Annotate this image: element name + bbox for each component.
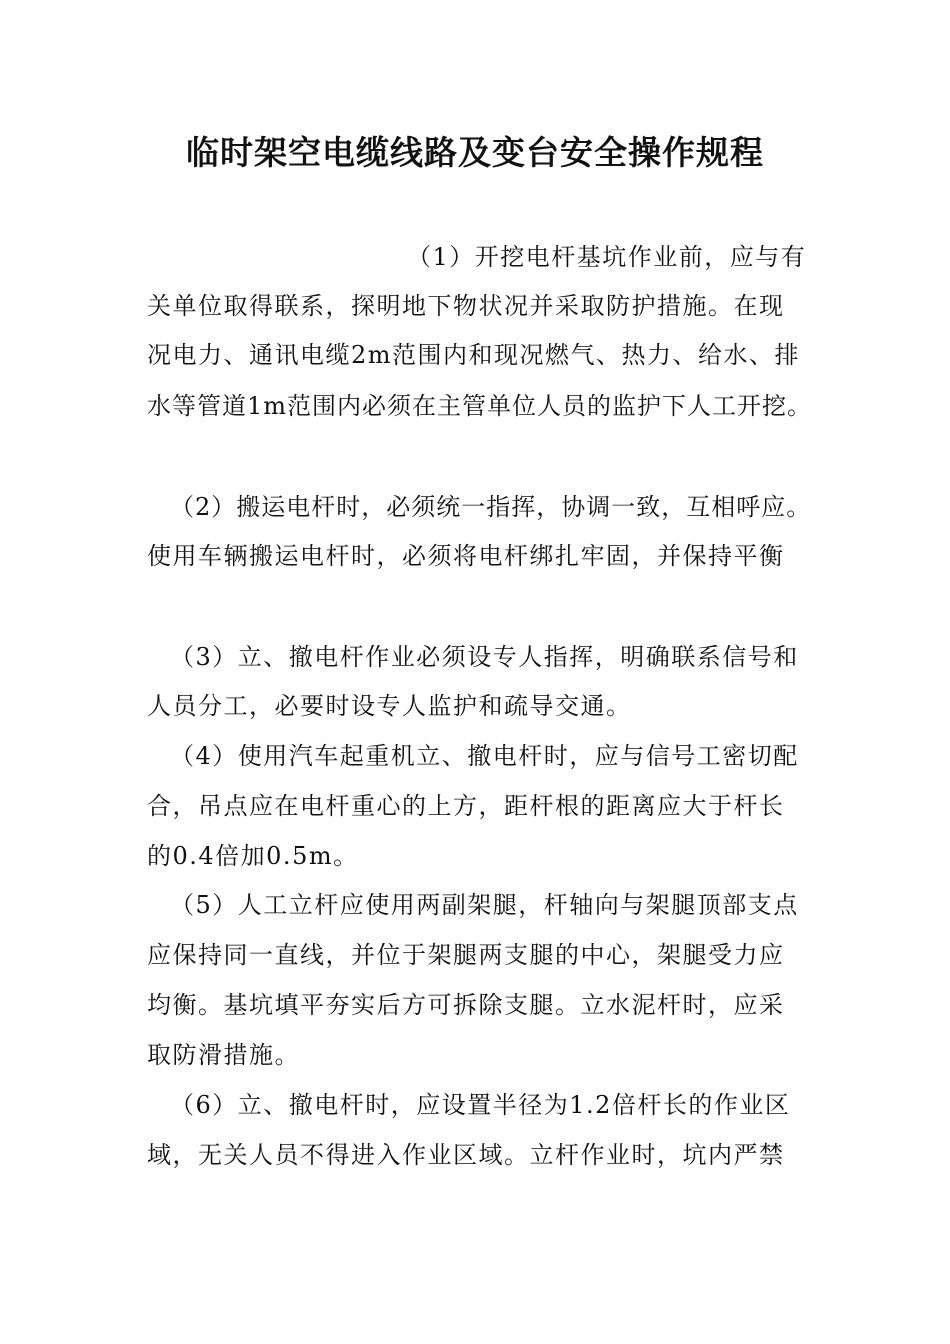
paragraph-5-line-4: 取防滑措施。 [147, 1041, 300, 1069]
paragraph-1-line-4: 水等管道1m范围内必须在主管单位人员的监护下人工开挖。 [147, 392, 813, 420]
paragraph-6-line-1: （6）立、撤电杆时，应设置半径为1.2倍杆长的作业区 [170, 1091, 791, 1119]
paragraph-2-line-1: （2）搬运电杆时，必须统一指挥，协调一致，互相呼应。 [170, 493, 812, 521]
paragraph-3-line-2: 人员分工，必要时设专人监护和疏导交通。 [147, 692, 632, 720]
paragraph-1-line-1: （1）开挖电杆基坑作业前，应与有 [407, 243, 807, 271]
paragraph-4-line-2: 合，吊点应在电杆重心的上方，距杆根的距离应大于杆长 [147, 792, 785, 820]
paragraph-3-line-1: （3）立、撤电杆作业必须设专人指挥，明确联系信号和 [170, 643, 799, 671]
paragraph-4-line-1: （4）使用汽车起重机立、撤电杆时，应与信号工密切配 [170, 742, 799, 770]
document-title: 临时架空电缆线路及变台安全操作规程 [186, 133, 764, 172]
paragraph-4-line-3: 的0.4倍加0.5m。 [147, 842, 359, 870]
paragraph-2-line-2: 使用车辆搬运电杆时，必须将电杆绑扎牢固，并保持平衡 [147, 542, 785, 570]
paragraph-1-line-2: 关单位取得联系，探明地下物状况并采取防护措施。在现 [147, 292, 785, 320]
paragraph-5-line-1: （5）人工立杆应使用两副架腿，杆轴向与架腿顶部支点 [170, 891, 799, 919]
paragraph-5-line-2: 应保持同一直线，并位于架腿两支腿的中心，架腿受力应 [147, 941, 785, 969]
paragraph-6-line-2: 域，无关人员不得进入作业区域。立杆作业时，坑内严禁 [147, 1141, 785, 1169]
paragraph-5-line-3: 均衡。基坑填平夯实后方可拆除支腿。立水泥杆时，应采 [147, 991, 785, 1019]
paragraph-1-line-3: 况电力、通讯电缆2m范围内和现况燃气、热力、给水、排 [147, 341, 801, 369]
